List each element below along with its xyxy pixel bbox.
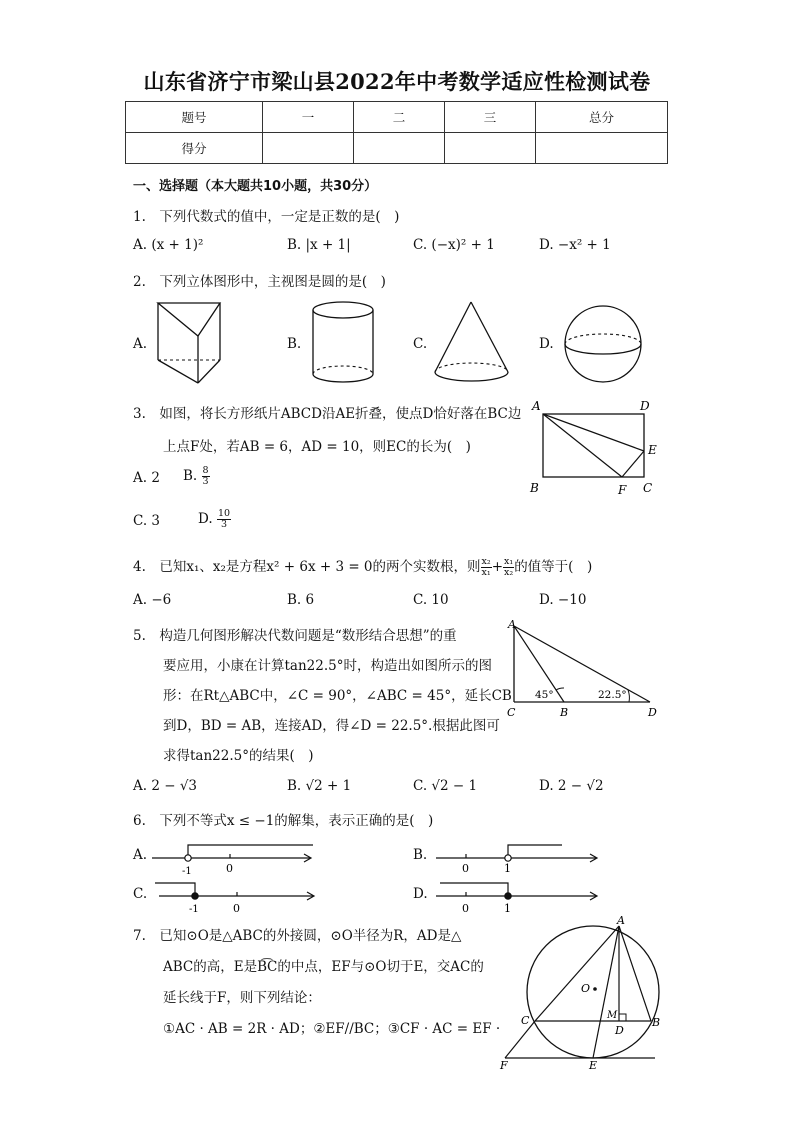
q6-option-a: A. [133, 847, 148, 863]
question-5-line5: 求得tan22.5°的结果( ) [163, 748, 314, 764]
tick-label: 0 [462, 902, 469, 915]
q5-option-c: C. √2 − 1 [413, 778, 478, 794]
question-5-line4: 到D，BD = AB，连接AD，得∠D = 22.5°.根据此图可 [163, 718, 500, 734]
tick-label: 1 [504, 902, 511, 915]
point-label-b: B [530, 481, 539, 495]
point-label-a: A [532, 399, 541, 413]
question-7-line4: ①AC · AB = 2R · AD；②EF//BC；③CF · AC = EF · [163, 1021, 501, 1037]
question-6-stem: 6. 下列不等式x ≤ −1的解集，表示正确的是( ) [133, 813, 434, 829]
numerator: x₂ [481, 556, 491, 567]
denominator: 3 [202, 476, 209, 487]
q3-option-c: C. 3 [133, 513, 161, 529]
table-cell: 题号 [126, 102, 263, 133]
point-label-a: A [508, 618, 516, 631]
question-7-line3: 延长线于F，则下列结论： [163, 990, 321, 1006]
score-table-header-row [126, 102, 668, 133]
tick-label: -1 [182, 866, 192, 877]
question-5-line2: 要应用，小康在计算tan22.5°时，构造出如图所示的图 [163, 658, 492, 674]
point-label-o: O [581, 982, 591, 995]
q4-option-c: C. 10 [413, 592, 449, 608]
point-label-f: F [618, 483, 627, 497]
q6-option-b: B. [413, 847, 428, 863]
q3-option-b-label: B. [183, 468, 198, 484]
number-line-a [148, 840, 318, 878]
score-table-score-row [126, 133, 668, 164]
point-label-c: C [643, 481, 653, 495]
point-label-f: F [500, 1059, 508, 1072]
point-label-d: D [648, 706, 657, 719]
question-1-stem: 1. 下列代数式的值中，一定是正数的是( ) [133, 209, 400, 225]
question-4-stem [133, 555, 592, 578]
table-cell: 一 [263, 102, 354, 133]
page-title: 山东省济宁市梁山县2022年中考数学适应性检测试卷 [143, 69, 651, 94]
q4-option-a: A. −6 [133, 592, 172, 608]
q6-option-d: D. [413, 886, 428, 902]
section-heading: 一、选择题（本大题共10小题，共30分） [133, 179, 378, 194]
denominator: x₂ [504, 567, 514, 578]
triangular-prism-figure [150, 298, 240, 388]
point-label-d: D [640, 399, 650, 413]
point-label-c: C [521, 1014, 530, 1027]
point-label-d: D [615, 1024, 624, 1037]
question-5-line3: 形：在Rt△ABC中，∠C = 90°，∠ABC = 45°，延长CB [163, 688, 512, 704]
question-3-line1: 3. 如图，将长方形纸片ABCD沿AE折叠，使点D恰好落在BC边 [133, 406, 522, 422]
q4-option-b: B. 6 [287, 592, 315, 608]
q5-option-b: B. √2 + 1 [287, 778, 352, 794]
point-label-a: A [617, 914, 625, 927]
sphere-figure [563, 304, 645, 386]
cylinder-figure [308, 300, 380, 388]
question-4-stem-part2: 的值等于( ) [514, 559, 593, 575]
q4-option-d: D. −10 [539, 592, 587, 608]
question-7-line2: ABC的高，E是B͡C的中点，EF与⊙O切于E，交AC的 [163, 959, 484, 975]
q6-option-c: C. [133, 886, 148, 902]
q2-option-b: B. [287, 336, 302, 352]
angle-label-22-5: 22.5° [598, 689, 627, 701]
point-label-m: M [607, 1010, 618, 1021]
q1-option-a: A. (x + 1)² [133, 237, 204, 253]
table-cell: 三 [445, 102, 536, 133]
question-3-line2: 上点F处，若AB = 6，AD = 10，则EC的长为( ) [163, 439, 471, 455]
q2-option-d: D. [539, 336, 554, 352]
table-cell: 二 [354, 102, 445, 133]
number-line-b [432, 840, 602, 878]
numerator: x₁ [504, 556, 514, 567]
fraction [202, 466, 210, 487]
fraction [217, 509, 231, 530]
question-5-line1: 5. 构造几何图形解决代数问题是“数形结合思想”的重 [133, 628, 457, 644]
table-cell [445, 133, 536, 164]
question-7-line1: 7. 已知⊙O是△ABC的外接圆，⊙O半径为R，AD是△ [133, 928, 462, 944]
q1-option-c: C. (−x)² + 1 [413, 237, 495, 253]
q3-option-b [183, 466, 210, 487]
point-label-e: E [648, 443, 657, 457]
q3-option-a: A. 2 [133, 470, 160, 486]
q3-option-d [198, 509, 231, 530]
denominator: x₁ [481, 567, 491, 578]
question-2-stem: 2. 下列立体图形中，主视图是圆的是( ) [133, 274, 386, 290]
table-cell [354, 133, 445, 164]
point-label-b: B [652, 1016, 661, 1029]
numerator: 8 [202, 465, 209, 476]
number-line-c [155, 878, 325, 916]
table-cell [536, 133, 668, 164]
numerator: 10 [217, 508, 231, 519]
table-cell [263, 133, 354, 164]
right-triangle-figure [500, 616, 665, 721]
q5-option-d: D. 2 − √2 [539, 778, 604, 794]
tick-label: 1 [504, 862, 511, 875]
fraction [503, 557, 514, 578]
q3-option-d-label: D. [198, 511, 213, 527]
fraction [481, 557, 492, 578]
table-cell: 得分 [126, 133, 263, 164]
tick-label: 0 [462, 862, 469, 875]
q1-option-d: D. −x² + 1 [539, 237, 611, 253]
q2-option-c: C. [413, 336, 428, 352]
q2-option-a: A. [133, 336, 148, 352]
number-line-d [432, 878, 602, 916]
tick-label: 0 [233, 902, 240, 915]
tick-label: 0 [226, 862, 233, 875]
rectangle-fold-figure [528, 396, 663, 496]
circumcircle-figure [495, 912, 670, 1072]
point-label-b: B [560, 706, 569, 719]
denominator: 3 [220, 519, 227, 530]
plus-sign: + [491, 559, 504, 575]
tick-label: -1 [189, 904, 199, 915]
score-table [125, 101, 668, 164]
point-label-e: E [589, 1059, 598, 1072]
point-label-c: C [507, 706, 516, 719]
angle-label-45: 45° [535, 689, 554, 701]
q5-option-a: A. 2 − √3 [133, 778, 198, 794]
question-4-stem-part1: 4. 已知x₁、x₂是方程x² + 6x + 3 = 0的两个实数根，则 [133, 559, 481, 575]
table-cell: 总分 [536, 102, 668, 133]
cone-figure [430, 298, 514, 388]
q1-option-b: B. |x + 1| [287, 237, 351, 253]
